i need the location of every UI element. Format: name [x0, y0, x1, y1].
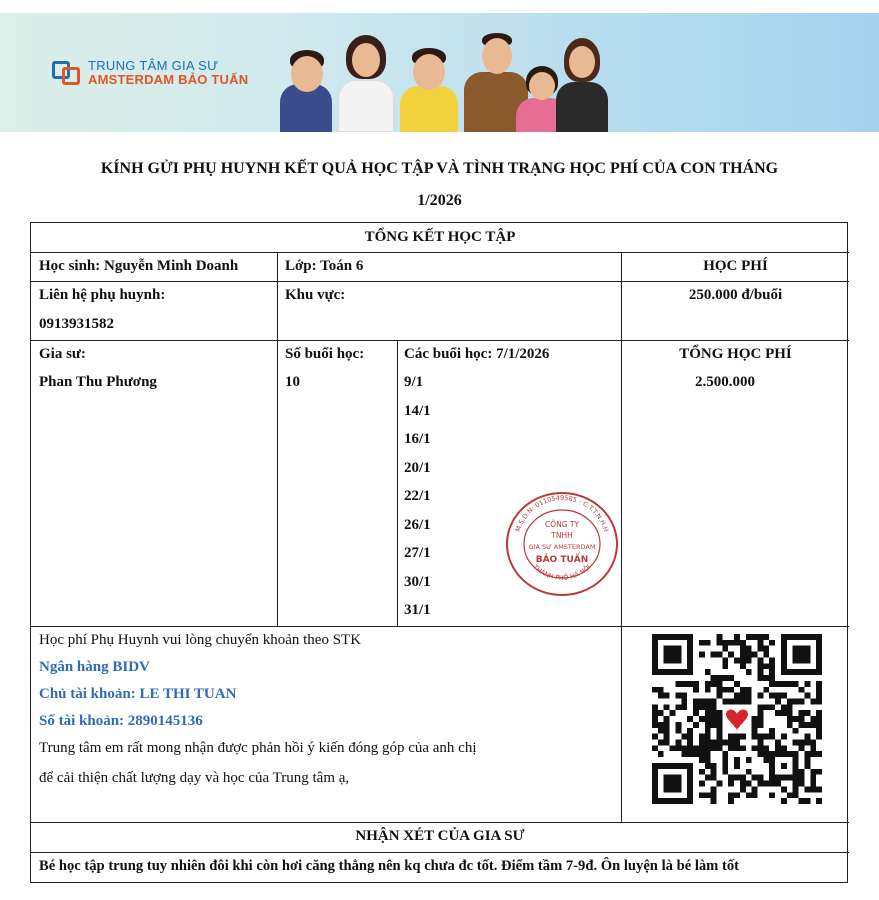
- stamp-bottom-text: THÀNH PHỐ HÀ NỘI: [531, 563, 593, 582]
- sessions-count: 10: [285, 374, 300, 390]
- area-label: Khu vực:: [285, 287, 346, 303]
- fee-heading: HỌC PHÍ: [703, 258, 768, 274]
- class-name: Lớp: Toán 6: [285, 258, 364, 274]
- student-name: Học sinh: Nguyễn Minh Doanh: [39, 258, 239, 274]
- parent-phone: 0913931582: [39, 316, 114, 332]
- stamp-line4: BẢO TUẤN: [535, 555, 589, 565]
- session-date: 22/1: [404, 488, 431, 504]
- session-date: 9/1: [404, 374, 424, 390]
- logo-icon: [52, 59, 82, 87]
- account-holder: Chủ tài khoản: LE THI TUAN: [39, 686, 237, 702]
- tutor-name: Phan Thu Phương: [39, 374, 157, 390]
- session-date: 30/1: [404, 574, 431, 590]
- session-date: 16/1: [404, 431, 431, 447]
- center-logo: [52, 59, 248, 87]
- company-stamp: [503, 489, 621, 599]
- session-dates-label: Các buổi học: 7/1/2026: [404, 346, 550, 362]
- parent-contact-label: Liên hệ phụ huynh:: [39, 287, 166, 303]
- feedback-line2: để cải thiện chất lượng dạy và học của Trung tâm ạ,: [39, 770, 350, 786]
- total-fee-heading: TỔNG HỌC PHÍ: [679, 346, 792, 362]
- sessions-label: Số buổi học:: [285, 346, 365, 362]
- payment-qr-code: [652, 634, 822, 804]
- session-date: 14/1: [404, 403, 431, 419]
- logo-line2: AMSTERDAM BẢO TUẤN: [88, 72, 249, 87]
- logo-line1: TRUNG TÂM GIA SƯ: [88, 58, 219, 73]
- fee-rate: 250.000 đ/buổi: [688, 287, 783, 303]
- bank-name: Ngân hàng BIDV: [39, 659, 150, 675]
- review-heading: NHẬN XÉT CỦA GIA SƯ: [355, 828, 525, 844]
- header-banner: [0, 13, 879, 132]
- stamp-line3: GIA SƯ AMSTERDAM: [528, 543, 596, 551]
- session-date: 31/1: [404, 602, 431, 618]
- payment-intro: Học phí Phụ Huynh vui lòng chuyển khoản theo STK: [39, 632, 362, 648]
- banner-people-illustration: [272, 33, 612, 132]
- heart-icon: [722, 704, 751, 733]
- summary-heading: TỔNG KẾT HỌC TẬP: [364, 229, 516, 245]
- session-date: 27/1: [404, 545, 431, 561]
- session-date: 26/1: [404, 517, 431, 533]
- review-text: Bé học tập trung tuy nhiên đôi khi còn hơi căng thẳng nên kq chưa đc tốt. Điểm tầm 7-9đ. Ôn luyện là bé làm tốt: [39, 858, 739, 874]
- page-title-line1: KÍNH GỬI PHỤ HUYNH KẾT QUẢ HỌC TẬP VÀ TÌNH TRẠNG HỌC PHÍ CỦA CON THÁNG: [100, 160, 779, 177]
- stamp-ring-text: M.S.D.N: 0110549585 - C.T.T.N.H.H: [513, 493, 611, 533]
- stamp-line2: TNHH: [551, 531, 573, 540]
- page-title-line2: 1/2026: [417, 192, 462, 209]
- stamp-line1: CÔNG TY: [544, 520, 580, 529]
- account-number: Số tài khoản: 2890145136: [39, 713, 203, 729]
- tutor-label: Gia sư:: [39, 346, 86, 362]
- feedback-line1: Trung tâm em rất mong nhận được phản hồi ý kiến đóng góp của anh chị: [39, 740, 477, 756]
- total-fee-value: 2.500.000: [695, 374, 755, 390]
- session-date: 20/1: [404, 460, 431, 476]
